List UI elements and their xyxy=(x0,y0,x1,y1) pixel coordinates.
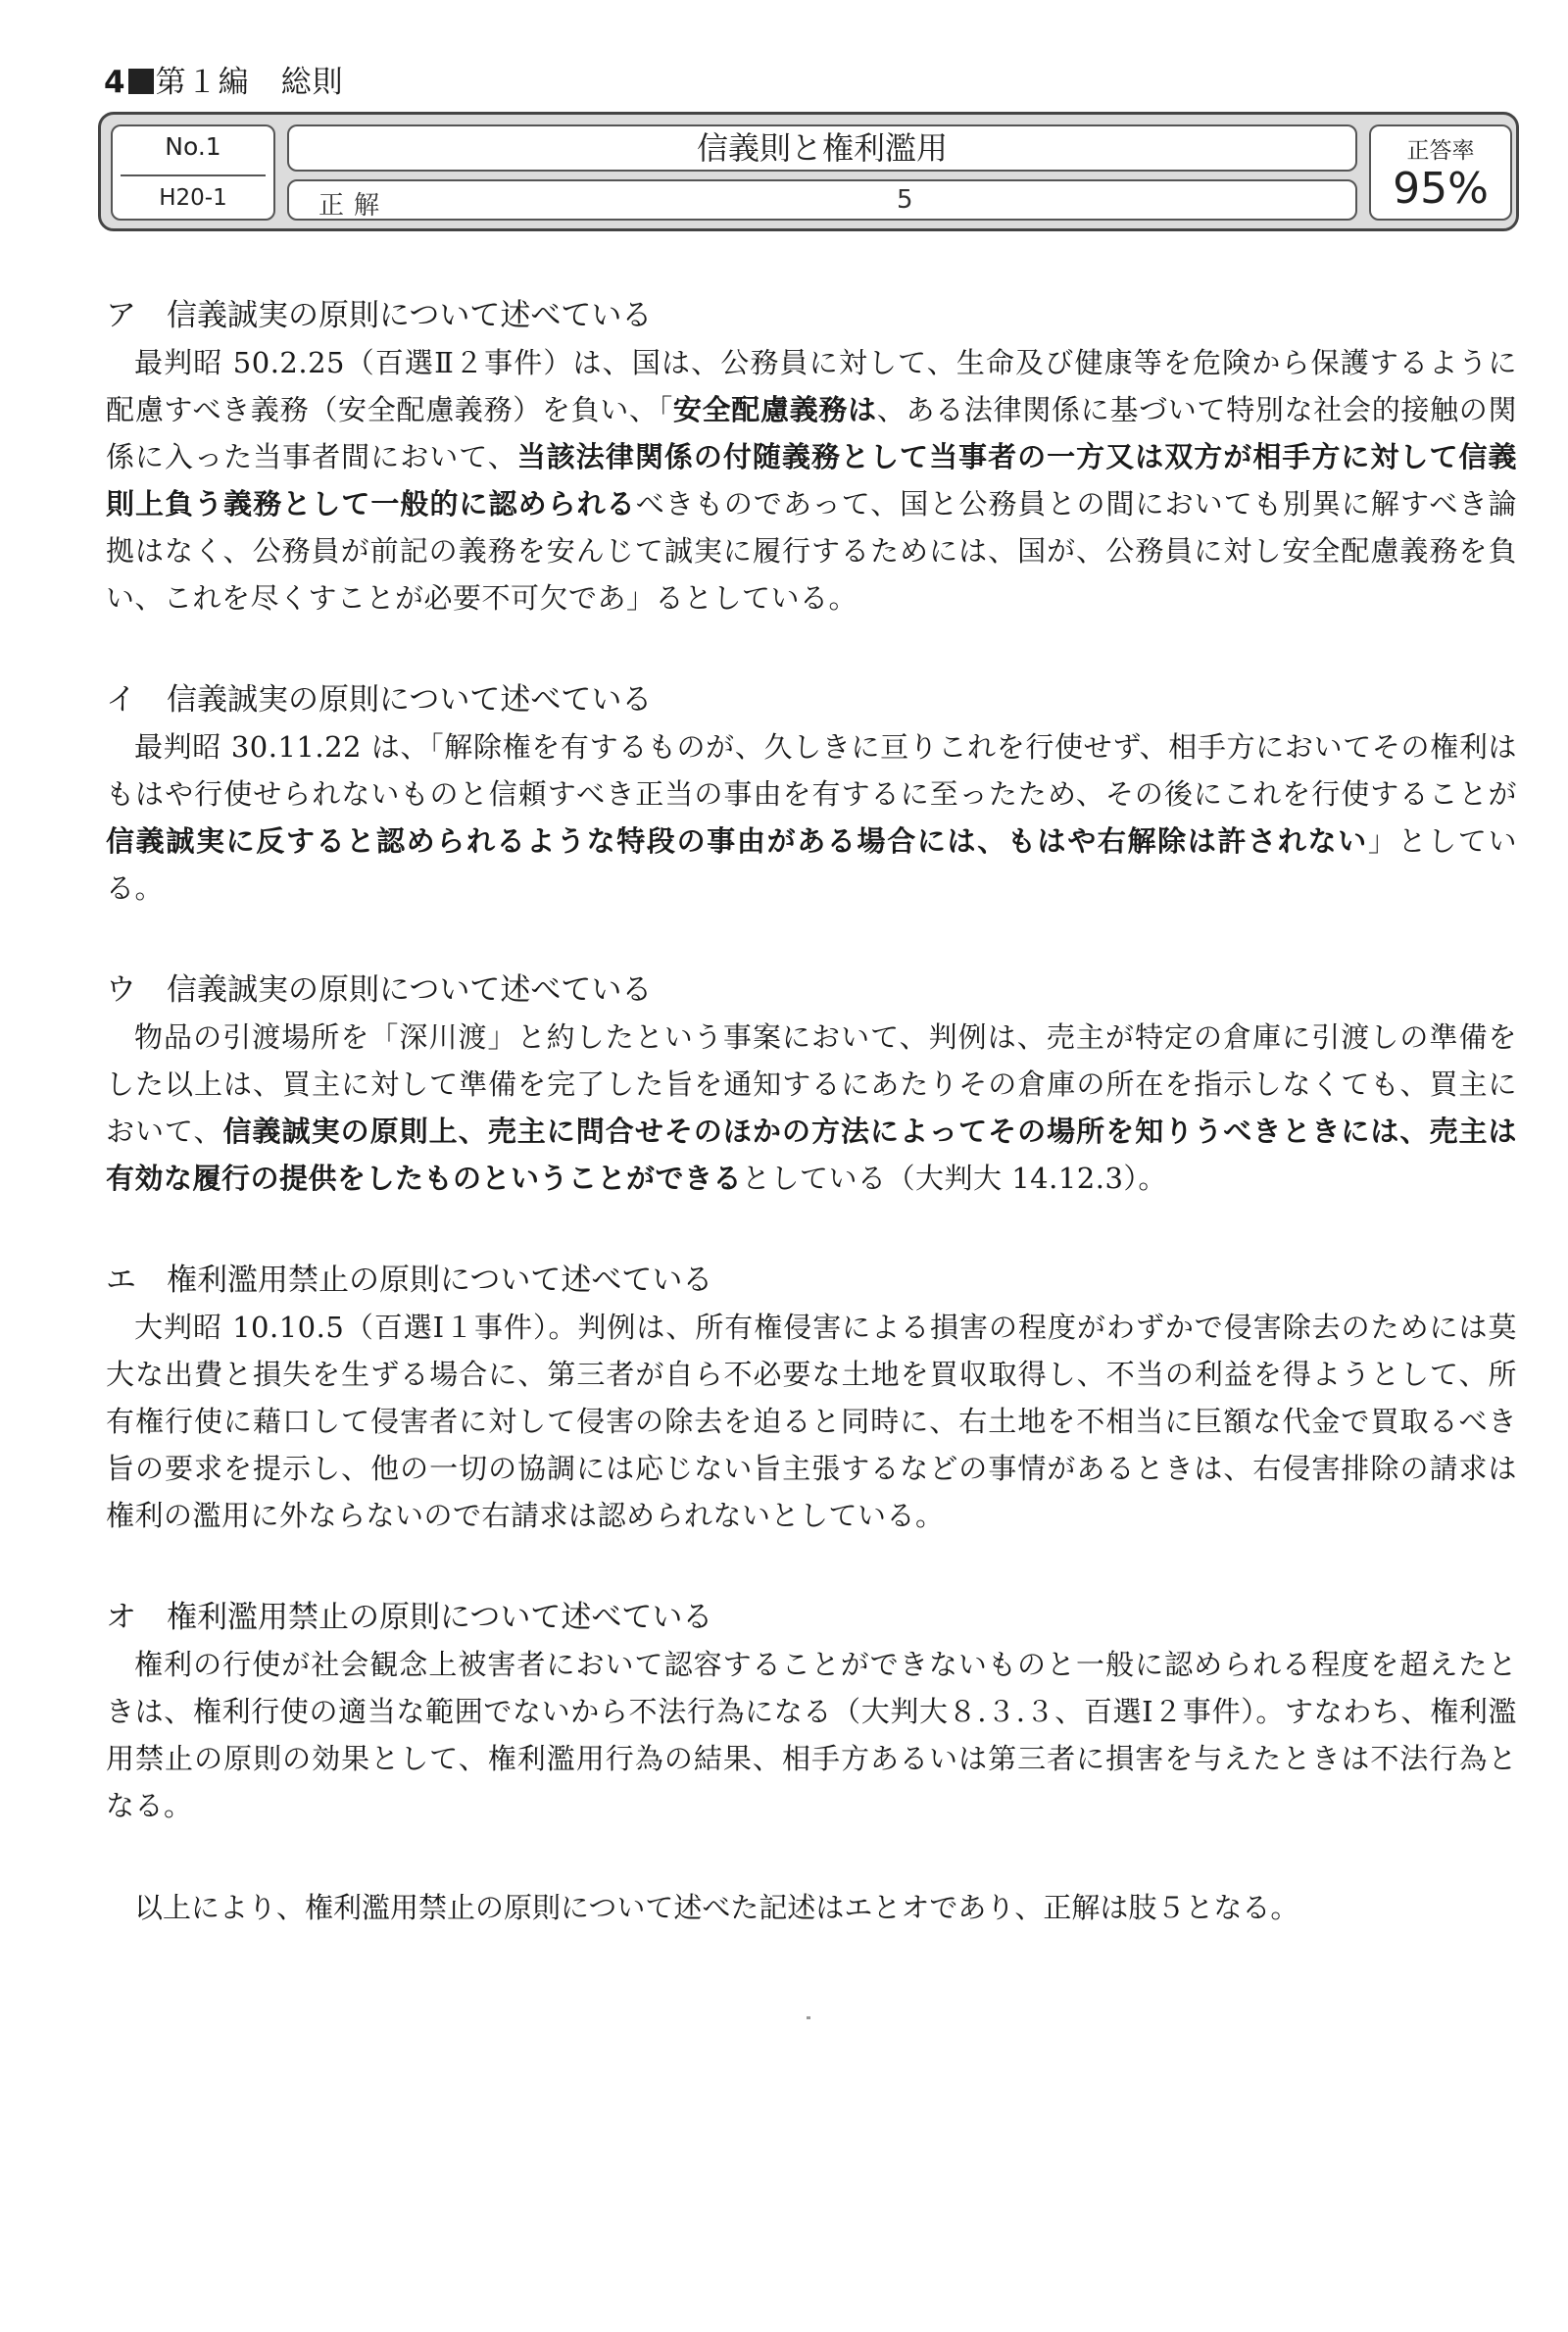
explanation-section xyxy=(106,292,1517,621)
explanation-content xyxy=(106,292,1517,1931)
explanation-section xyxy=(106,1594,1517,1829)
section-mark: ウ xyxy=(106,972,136,1008)
correct-rate-value: 95% xyxy=(1393,164,1489,214)
scan-speck xyxy=(807,2016,810,2019)
conclusion: 以上により、権利濫用禁止の原則について述べた記述はエとオであり、正解は肢５となる。 xyxy=(134,1891,1299,1924)
section-heading-text: 信義誠実の原則について述べている xyxy=(167,682,653,718)
section-body xyxy=(106,723,1517,912)
section-body xyxy=(106,1304,1517,1539)
section-heading xyxy=(106,292,1517,339)
emphasized-text: 信義誠実の原則上、売主に問合せそのほかの方法によってその場所を知りうべきときには、売主は有効な履行の提供をしたものということができる xyxy=(106,1115,1517,1195)
part-title: 第１編 総則 xyxy=(155,65,344,100)
emphasized-text: 安全配慮義務は xyxy=(672,393,877,426)
title-box xyxy=(287,124,1357,172)
exam-year: H20-1 xyxy=(159,185,227,211)
body-text: 最判昭 30.11.22 は、「解除権を有するものが、久しきに亘りこれを行使せず、相手方においてその権利はもはや行使せられないものと信頼すべき正当の事由を有するに至ったため、その後にこれを行使することが xyxy=(106,730,1517,811)
section-heading-text: 権利濫用禁止の原則について述べている xyxy=(167,1263,713,1298)
answer-box xyxy=(287,179,1357,221)
explanation-section xyxy=(106,1257,1517,1539)
section-heading-text: 信義誠実の原則について述べている xyxy=(167,298,653,333)
section-body xyxy=(106,1014,1517,1202)
question-header xyxy=(98,112,1519,231)
section-body xyxy=(106,1641,1517,1829)
body-text: 大判昭 10.10.5（百選Ⅰ１事件）。判例は、所有権侵害による損害の程度がわずかで侵害除去のためには莫大な出費と損失を生ずる場合に、第三者が自ら不必要な土地を買収取得し、不当の利益を得ようとして、所有権行使に藉口して侵害者に対して侵害の除去を迫ると同時に、右土地を不相当に巨額な代金で買取るべき旨の要求を提示し、他の一切の協調には応じない旨主張するなどの事情があるときは、右侵害排除の請求は権利の濫用に外ならないので右請求は認められないとしている。 xyxy=(106,1311,1517,1532)
section-heading xyxy=(106,1257,1517,1304)
answer-value: 5 xyxy=(897,185,913,215)
section-heading xyxy=(106,1594,1517,1641)
section-mark: エ xyxy=(106,1263,136,1298)
explanation-section xyxy=(106,967,1517,1202)
section-mark: ア xyxy=(106,298,136,333)
body-text: 」としている。 xyxy=(106,824,1517,905)
section-heading xyxy=(106,676,1517,723)
correct-rate-box xyxy=(1369,124,1512,221)
divider xyxy=(121,174,266,176)
question-number: No.1 xyxy=(165,132,221,161)
section-mark: オ xyxy=(106,1600,136,1635)
section-mark: イ xyxy=(106,682,136,718)
question-title: 信義則と権利濫用 xyxy=(696,129,948,167)
page-number: 4 xyxy=(104,65,126,100)
body-text: としている（大判大 14.12.3）。 xyxy=(742,1162,1167,1195)
section-heading-text: 権利濫用禁止の原則について述べている xyxy=(167,1600,713,1635)
explanation-sections xyxy=(106,292,1517,1829)
body-text: 、ある法律関係に基づいて特別な社会的接触の関係に入った当事者間において、 xyxy=(106,393,1517,473)
answer-label: 正解 xyxy=(318,191,390,221)
body-text: 物品の引渡場所を「深川渡」と約したという事案において、判例は、売主が特定の倉庫に引渡しの準備をした以上は、買主に対して準備を完了した旨を通知するにあたりその倉庫の所在を指示しなくても、買主において、 xyxy=(106,1020,1517,1148)
running-head xyxy=(104,57,344,101)
body-text: 最判昭 50.2.25（百選Ⅱ２事件）は、国は、公務員に対して、生命及び健康等を危険から保護するように配慮すべき義務（安全配慮義務）を負い、「 xyxy=(106,346,1517,426)
correct-rate-label: 正答率 xyxy=(1406,138,1475,164)
emphasized-text: 信義誠実に反すると認められるような特段の事由がある場合には、もはや右解除は許されない xyxy=(106,824,1368,858)
section-heading xyxy=(106,967,1517,1014)
explanation-section xyxy=(106,676,1517,912)
body-text: 権利の行使が社会観念上被害者において認容することができないものと一般に認められる程度を超えたときは、権利行使の適当な範囲でないから不法行為になる（大判大８.３.３、百選Ⅰ２事件）。すなわち、権利濫用禁止の原則の効果として、権利濫用行為の結果、相手方あるいは第三者に損害を与えたときは不法行為となる。 xyxy=(106,1648,1517,1822)
emphasized-text: 当該法律関係の付随義務として当事者の一方又は双方が相手方に対して信義則上負う義務として一般的に認められる xyxy=(106,440,1517,521)
question-number-box xyxy=(111,124,275,221)
section-body xyxy=(106,339,1517,621)
square-ornament-icon xyxy=(128,69,154,94)
section-heading-text: 信義誠実の原則について述べている xyxy=(167,972,653,1008)
body-text: べきものであって、国と公務員との間においても別異に解すべき論拠はなく、公務員が前記の義務を安んじて誠実に履行するためには、国が、公務員に対し安全配慮義務を負い、これを尽くすことが必要不可欠であ」るとしている。 xyxy=(106,487,1517,615)
